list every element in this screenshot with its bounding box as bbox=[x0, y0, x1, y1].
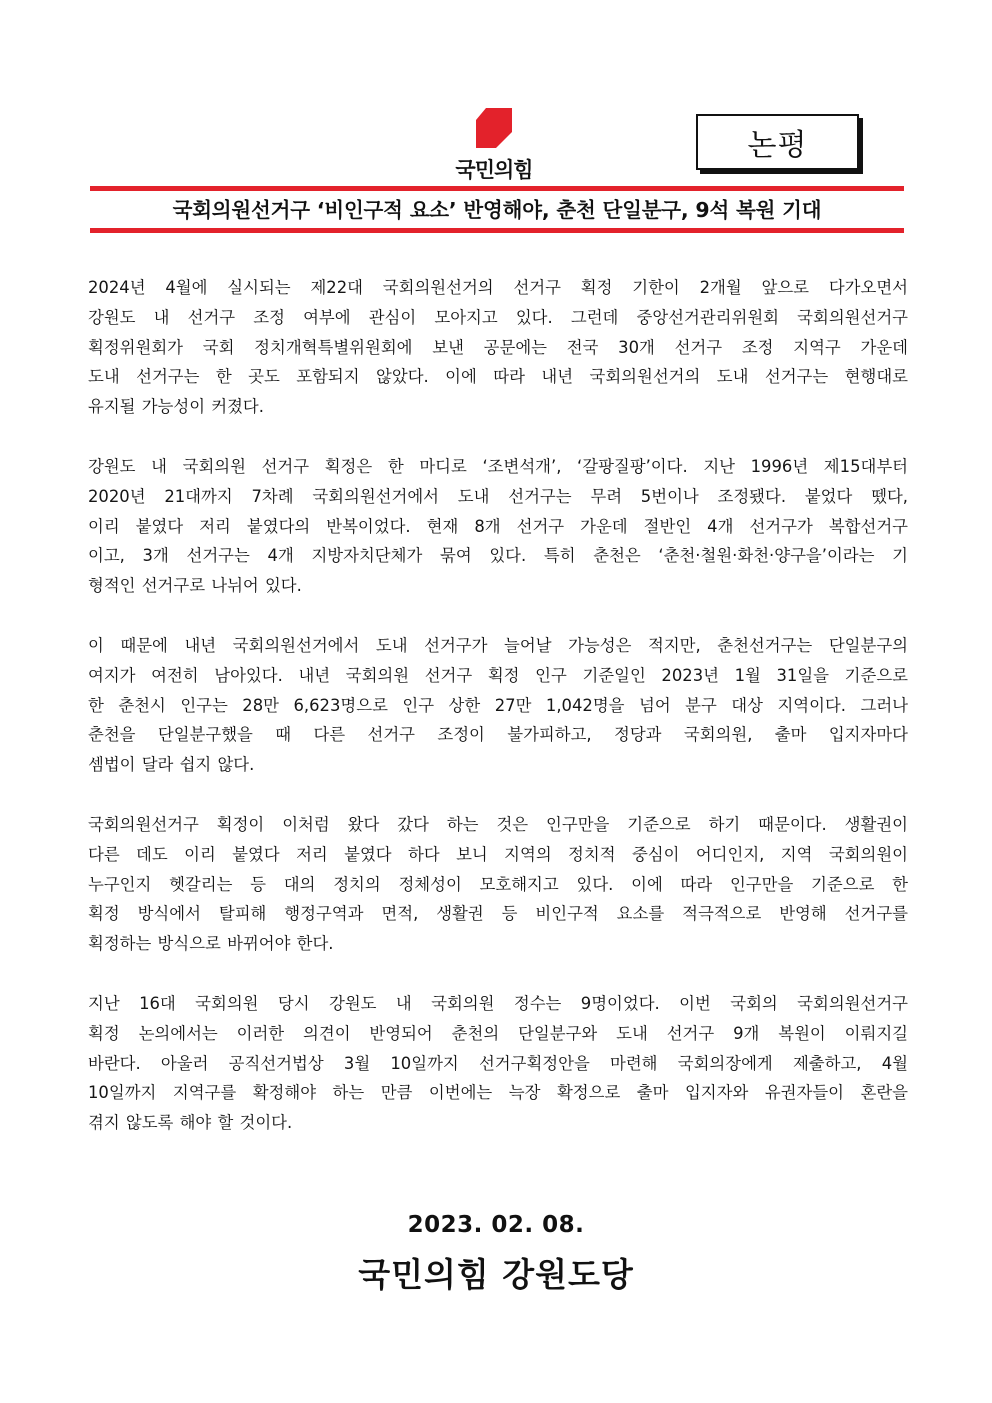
paragraph-line: 겪지 않도록 해야 할 것이다. bbox=[88, 1113, 293, 1133]
paragraph-line: 이 때문에 내년 국회의원선거에서 도내 선거구가 늘어날 가능성은 적지만, 춘천선거구는 단일분구의 bbox=[88, 635, 908, 655]
paragraph-line: 여지가 여전히 남아있다. 내년 국회의원 선거구 획정 인구 기준일인 2023년 1월 31일을 기준으로 bbox=[88, 665, 908, 685]
paragraph-line: 다른 데도 이리 붙였다 저리 붙였다 하다 보니 지역의 정치적 중심이 어디인지, 지역 국회의원이 bbox=[88, 844, 908, 864]
party-logo-mark-icon bbox=[474, 106, 514, 150]
headline: 국회의원선거구 ‘비인구적 요소’ 반영해야, 춘천 단일분구, 9석 복원 기대 bbox=[172, 198, 822, 222]
headline-rule-bottom bbox=[90, 228, 904, 233]
body-text bbox=[88, 273, 908, 1168]
release-date: 2023. 02. 08. bbox=[407, 1212, 585, 1238]
paragraph-line: 획정 논의에서는 이러한 의견이 반영되어 춘천의 단일분구와 도내 선거구 9개 복원이 이뤄지길 bbox=[88, 1023, 908, 1043]
paragraph-3 bbox=[88, 631, 908, 780]
paragraph-line: 도내 선거구는 한 곳도 포함되지 않았다. 이에 따라 내년 국회의원선거의 도내 선거구는 현행대로 bbox=[88, 367, 908, 387]
paragraph-line: 형적인 선거구로 나뉘어 있다. bbox=[88, 576, 302, 596]
paragraph-line: 2024년 4월에 실시되는 제22대 국회의원선거의 선거구 획정 기한이 2개월 앞으로 다가오면서 bbox=[88, 278, 908, 297]
headline-rule-top bbox=[90, 186, 904, 191]
paragraph-line: 2020년 21대까지 7차례 국회의원선거에서 도내 선거구는 무려 5번이나 조정됐다. 붙었다 뗐다, bbox=[88, 486, 908, 506]
paragraph-line: 지난 16대 국회의원 당시 강원도 내 국회의원 정수는 9명이었다. 이번 국회의 국회의원선거구 bbox=[88, 993, 908, 1013]
paragraph-1 bbox=[88, 273, 908, 422]
paragraph-line: 유지될 가능성이 커졌다. bbox=[88, 397, 264, 417]
paragraph-line: 획정 방식에서 탈피해 행정구역과 면적, 생활권 등 비인구적 요소를 적극적으로 반영해 선거구를 bbox=[88, 904, 908, 924]
paragraph-line: 이고, 3개 선거구는 4개 지방자치단체가 묶여 있다. 특히 춘천은 ‘춘천·철원·화천·양구을’이라는 기 bbox=[88, 546, 908, 566]
paragraph-line: 누구인지 헷갈리는 등 대의 정치의 정체성이 모호해지고 있다. 이에 따라 인구만을 기준으로 한 bbox=[88, 874, 908, 894]
party-logo bbox=[446, 106, 542, 186]
party-logo-text: 국민의힘 bbox=[455, 158, 533, 182]
paragraph-line: 10일까지 지역구를 확정해야 하는 만큼 이번에는 늑장 확정으로 출마 입지자와 유권자들이 혼란을 bbox=[88, 1083, 908, 1103]
paragraph-line: 획정위원회가 국회 정치개혁특별위원회에 보낸 공문에는 전국 30개 선거구 조정 지역구 가운데 bbox=[88, 337, 908, 357]
commentary-badge: 논평 bbox=[696, 114, 859, 170]
paragraph-line: 셈법이 달라 쉽지 않다. bbox=[88, 755, 255, 775]
paragraph-line: 획정하는 방식으로 바뀌어야 한다. bbox=[88, 934, 334, 954]
paragraph-line: 국회의원선거구 획정이 이처럼 왔다 갔다 하는 것은 인구만을 기준으로 하기 때문이다. 생활권이 bbox=[88, 814, 908, 834]
paragraph-4 bbox=[88, 810, 908, 959]
paragraph-5 bbox=[88, 989, 908, 1138]
paragraph-line: 강원도 내 선거구 조정 여부에 관심이 모아지고 있다. 그런데 중앙선거관리위원회 국회의원선거구 bbox=[88, 307, 908, 327]
signature: 국민의힘 강원도당 bbox=[358, 1255, 634, 1294]
paragraph-line: 이리 붙였다 저리 붙였다의 반복이었다. 현재 8개 선거구 가운데 절반인 4개 선거구가 복합선거구 bbox=[88, 516, 908, 536]
paragraph-line: 한 춘천시 인구는 28만 6,623명으로 인구 상한 27만 1,042명을 넘어 분구 대상 지역이다. 그러나 bbox=[88, 695, 908, 715]
paragraph-line: 강원도 내 국회의원 선거구 획정은 한 마디로 ‘조변석개’, ‘갈팡질팡’이다. 지난 1996년 제15대부터 bbox=[88, 456, 908, 476]
paragraph-line: 춘천을 단일분구했을 때 다른 선거구 조정이 불가피하고, 정당과 국회의원, 출마 입지자마다 bbox=[88, 725, 908, 745]
paragraph-line: 바란다. 아울러 공직선거법상 3월 10일까지 선거구획정안을 마련해 국회의장에게 제출하고, 4월 bbox=[88, 1053, 908, 1073]
paragraph-2 bbox=[88, 452, 908, 601]
